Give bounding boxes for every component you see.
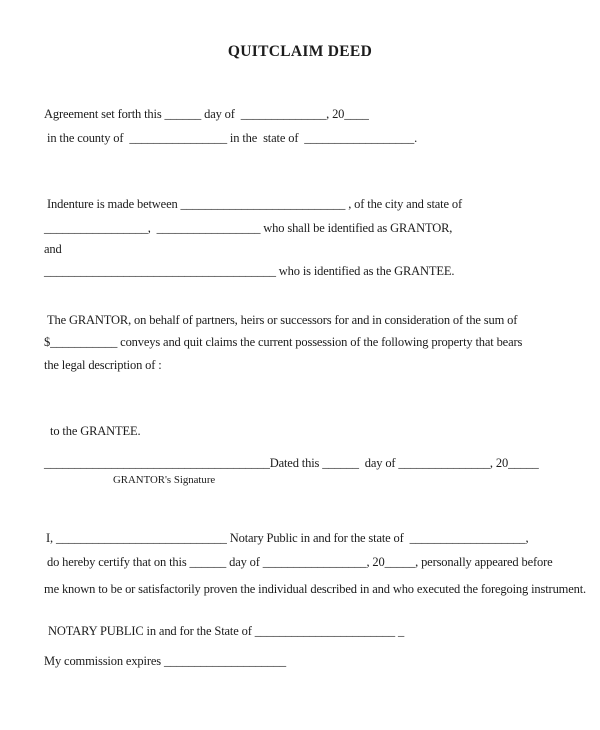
notary-name-state-line: I, ____________________________ Notary Public in and for the state of ___________________, (46, 531, 529, 545)
consideration-clause-line-1: The GRANTOR, on behalf of partners, heirs or successors for and in consideration of the sum of (47, 313, 518, 327)
notary-public-state-line: NOTARY PUBLIC in and for the State of _______________________ _ (48, 624, 405, 638)
indenture-and-line: and (44, 242, 62, 256)
signature-dated-line: _____________________________________Dated this ______ day of _______________, 20_____ (44, 456, 539, 470)
indenture-grantee-name-line: ______________________________________ who is identified as the GRANTEE. (44, 264, 455, 278)
indenture-grantor-name-line: Indenture is made between ___________________________ , of the city and state of (47, 197, 462, 211)
indenture-city-state-line: _________________, _________________ who shall be identified as GRANTOR, (44, 221, 453, 235)
legal-description-label: the legal description of : (44, 358, 162, 372)
agreement-date-line: Agreement set forth this ______ day of ______________, 20____ (44, 107, 369, 121)
grantee-clause-line: to the GRANTEE. (50, 424, 141, 438)
notary-instrument-line: me known to be or satisfactorily proven the individual described in and who executed the foregoing instrument. (44, 582, 587, 596)
consideration-amount-line: $___________ conveys and quit claims the current possession of the following property that bears (44, 335, 523, 349)
document-title: QUITCLAIM DEED (227, 43, 373, 60)
grantor-signature-caption: GRANTOR's Signature (113, 474, 216, 486)
notary-certify-date-line: do hereby certify that on this ______ day of _________________, 20_____, personally appeared before (47, 555, 553, 569)
commission-expires-line: My commission expires ____________________ (44, 654, 286, 668)
agreement-county-state-line: in the county of ________________ in the state of __________________. (47, 131, 418, 145)
